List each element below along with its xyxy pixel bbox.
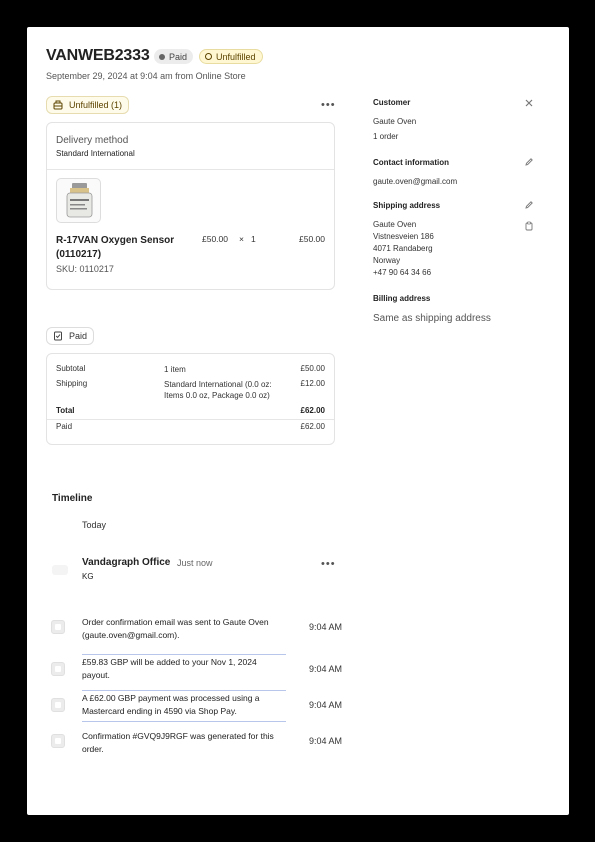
comment-time: Just now — [177, 558, 213, 568]
edit-shipping-pencil-icon[interactable] — [523, 199, 535, 211]
event-marker-icon — [51, 620, 65, 634]
customer-orders-link[interactable]: 1 order — [373, 132, 399, 141]
divider — [47, 419, 334, 420]
payment-status-label: Paid — [169, 51, 188, 62]
contact-heading: Contact information — [373, 158, 449, 167]
timeline-event-time: 9:04 AM — [309, 664, 343, 674]
shipping-address-heading: Shipping address — [373, 201, 441, 210]
billing-address-heading: Billing address — [373, 294, 431, 303]
total-amount: £62.00 — [300, 406, 325, 415]
shipping-amount: £12.00 — [300, 379, 325, 388]
copy-address-clipboard-icon[interactable] — [523, 220, 535, 232]
address-line: 4071 Randaberg — [373, 244, 433, 253]
times-sign: × — [239, 234, 244, 244]
customer-name-link[interactable]: Gaute Oven — [373, 117, 417, 126]
product-name-link[interactable]: R-17VAN Oxygen Sensor (0110217) — [56, 235, 175, 260]
payment-summary-card — [46, 353, 335, 445]
customer-heading: Customer — [373, 98, 411, 107]
close-icon[interactable] — [523, 97, 535, 109]
timeline-event-time: 9:04 AM — [309, 700, 343, 710]
subtotal-label: Subtotal — [56, 364, 86, 373]
timeline-event: Order confirmation email was sent to Gaute Oven (gaute.oven@gmail.com). — [82, 617, 269, 640]
timeline-heading: Timeline — [52, 493, 93, 504]
event-marker-icon — [51, 734, 65, 748]
more-actions-icon[interactable]: ••• — [321, 99, 336, 111]
fulfillment-card — [46, 122, 335, 290]
delivery-method-value: Standard International — [56, 149, 135, 158]
shipping-detail: Standard International (0.0 oz: Items 0.0 oz, Package 0.0 oz) — [164, 380, 272, 400]
paid-label: Paid — [56, 422, 73, 431]
package-icon — [53, 100, 63, 110]
fulfillment-status-label: Unfulfilled — [216, 51, 256, 62]
total-label: Total — [56, 406, 75, 415]
timeline-event: Confirmation #GVQ9J9RGF was generated for this order. — [82, 731, 274, 754]
order-subtitle: September 29, 2024 at 9:04 am from Online Store — [46, 71, 246, 81]
delivery-method-label: Delivery method — [56, 135, 129, 146]
comment-author: Vandagraph Office — [82, 557, 171, 568]
timeline-event-time: 9:04 AM — [309, 622, 343, 632]
receipt-check-icon — [53, 331, 63, 341]
event-marker-icon — [51, 662, 65, 676]
address-line: Norway — [373, 256, 401, 265]
address-line: Vistnesveien 186 — [373, 232, 434, 241]
comment-more-actions-icon[interactable]: ••• — [321, 558, 336, 570]
timeline-event: £59.83 GBP will be added to your Nov 1, 2024 payout. — [82, 657, 257, 680]
timeline-event-time: 9:04 AM — [309, 736, 343, 746]
shipping-label: Shipping — [56, 379, 88, 388]
order-page — [27, 27, 569, 815]
contact-email-link[interactable]: gaute.oven@gmail.com — [373, 177, 458, 186]
event-marker-icon — [51, 698, 65, 712]
divider — [82, 721, 286, 722]
timeline-event: A £62.00 GBP payment was processed using a Mastercard ending in 4590 via Shop Pay. — [82, 693, 260, 716]
paid-amount: £62.00 — [300, 422, 325, 431]
subtotal-detail: 1 item — [164, 365, 186, 374]
payment-status-badge — [154, 49, 193, 64]
product-thumbnail[interactable] — [56, 178, 101, 223]
paid-section-badge — [46, 327, 94, 345]
billing-address-value: Same as shipping address — [373, 313, 491, 324]
order-number: VANWEB2333 — [46, 47, 150, 64]
unfulfilled-section-badge — [46, 96, 129, 114]
address-phone: +47 90 64 34 66 — [373, 268, 432, 277]
paid-section-label: Paid — [69, 331, 88, 341]
avatar — [52, 565, 68, 575]
edit-contact-pencil-icon[interactable] — [523, 156, 535, 168]
fulfillment-status-badge — [199, 49, 263, 64]
product-sku: SKU: 0110217 — [56, 264, 114, 274]
subtotal-amount: £50.00 — [300, 364, 325, 373]
line-total: £50.00 — [299, 234, 325, 244]
comment-text: KG — [82, 572, 94, 581]
ring-icon — [205, 53, 212, 60]
divider — [47, 169, 334, 170]
address-line: Gaute Oven — [373, 220, 417, 229]
quantity: 1 — [251, 234, 256, 244]
shipping-address-block — [373, 219, 434, 279]
dot-icon — [159, 54, 165, 60]
timeline-day-label: Today — [82, 520, 107, 530]
divider — [82, 654, 286, 655]
oxygen-sensor-image-icon — [57, 179, 101, 223]
divider — [82, 690, 286, 691]
unfulfilled-section-label: Unfulfilled (1) — [69, 100, 123, 110]
unit-price: £50.00 — [202, 234, 228, 244]
